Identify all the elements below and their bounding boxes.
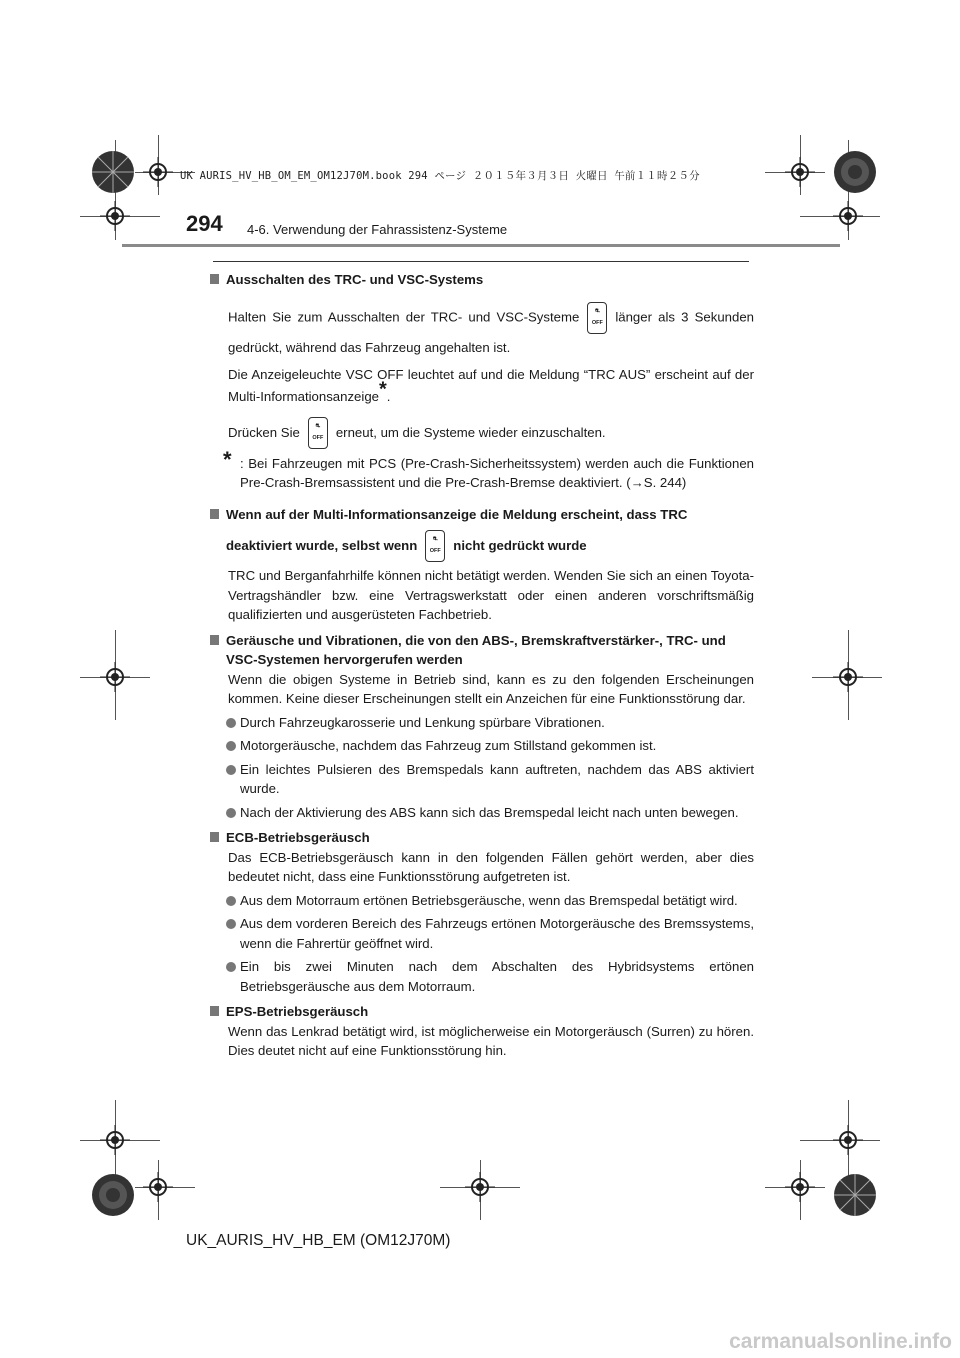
vsc-off-switch-icon: ⛐ OFF <box>425 530 445 562</box>
round-bullet-icon <box>226 896 236 906</box>
crosshair-icon <box>143 1172 173 1202</box>
registration-target-icon <box>88 147 138 197</box>
header-rule <box>122 244 840 247</box>
crosshair-icon <box>785 1172 815 1202</box>
paragraph: Wenn das Lenkrad betätigt wird, ist möglicherweise ein Motorgeräusch (Surren) zu hören. Dies deutet nicht auf eine Funktionsstörung hin. <box>228 1023 754 1059</box>
footer-model-code: UK_AURIS_HV_HB_EM (OM12J70M) <box>186 1232 451 1249</box>
round-bullet-icon <box>226 765 236 775</box>
list-item: Motorgeräusche, nachdem das Fahrzeug zum Stillstand gekommen ist. <box>210 736 754 756</box>
crosshair-icon <box>143 157 173 187</box>
square-bullet-icon <box>210 635 219 645</box>
registration-target-icon <box>830 147 880 197</box>
round-bullet-icon <box>226 741 236 751</box>
crosshair-icon <box>833 201 863 231</box>
crosshair-icon <box>465 1172 495 1202</box>
crosshair-icon <box>100 1125 130 1155</box>
list-item: Aus dem vorderen Bereich des Fahrzeugs ertönen Motorgeräusche des Bremssystems, wenn die Fahrertür geöffnet wird. <box>210 914 754 953</box>
page-content <box>210 266 754 1061</box>
content-rule <box>213 261 749 262</box>
section-heading: Geräusche und Vibrationen, die von den ABS-, Bremskraftverstärker-, TRC- und VSC-Systemen hervorgerufen werden <box>210 631 754 670</box>
watermark[interactable]: carmanualsonline.info <box>729 1330 952 1353</box>
paragraph: Wenn die obigen Systeme in Betrieb sind, kann es zu den folgenden Erscheinungen kommen. Keine dieser Erscheinungen stellt ein Anzeichen für eine Funktionsstörung dar. <box>228 671 754 707</box>
square-bullet-icon <box>210 274 219 284</box>
square-bullet-icon <box>210 509 219 519</box>
vsc-off-switch-icon: ⛐ OFF <box>308 417 328 449</box>
paragraph: Halten Sie zum Ausschalten der TRC- und VSC-Systeme ⛐ OFF länger als 3 Sekunden gedrückt, während das Fahrzeug angehalten ist. <box>210 302 754 361</box>
registration-target-icon <box>88 1170 138 1220</box>
square-bullet-icon <box>210 1006 219 1016</box>
paragraph: Drücken Sie ⛐ OFF erneut, um die Systeme wieder einzuschalten. <box>210 416 754 450</box>
footnote: * : Bei Fahrzeugen mit PCS (Pre-Crash-Sicherheitssystem) werden auch die Funktionen Pre-Crash-Bremsassistent und die Pre-Crash-Bremse deaktiviert. (→S. 244) <box>223 446 754 490</box>
crosshair-icon <box>785 157 815 187</box>
section-title: 4-6. Verwendung der Fahrassistenz-Systeme <box>247 222 508 237</box>
crosshair-icon <box>833 662 863 692</box>
square-bullet-icon <box>210 832 219 842</box>
round-bullet-icon <box>226 919 236 929</box>
crosshair-icon <box>833 1125 863 1155</box>
crosshair-icon <box>100 201 130 231</box>
round-bullet-icon <box>226 808 236 818</box>
crosshair-icon <box>100 662 130 692</box>
list-item: Durch Fahrzeugkarosserie und Lenkung spürbare Vibrationen. <box>210 713 754 733</box>
section-heading: Wenn auf der Multi-Informationsanzeige die Meldung erscheint, dass TRC deaktiviert wurde, selbst wenn ⛐ OFF nicht gedrückt wurde <box>210 499 754 563</box>
paragraph: Das ECB-Betriebsgeräusch kann in den folgenden Fällen gehört werden, aber dies bedeutet nicht, dass eine Funktionsstörung aufgetreten ist. <box>228 849 754 885</box>
list-item: Nach der Aktivierung des ABS kann sich das Bremspedal leicht nach unten bewegen. <box>210 803 754 823</box>
list-item: Ein leichtes Pulsieren des Bremspedals kann auftreten, nachdem das ABS aktiviert wurde. <box>210 760 754 799</box>
round-bullet-icon <box>226 962 236 972</box>
book-info-line: UK AURIS_HV_HB_OM_EM_OM12J70M.book 294 ページ ２０１５年３月３日 火曜日 午前１１時２５分 <box>180 170 700 182</box>
section-heading: EPS-Betriebsgeräusch <box>210 1002 754 1022</box>
paragraph: Die Anzeigeleuchte VSC OFF leuchtet auf und die Meldung “TRC AUS” erscheint auf der Multi-Informationsanzeige*. <box>228 366 754 404</box>
round-bullet-icon <box>226 718 236 728</box>
paragraph: TRC und Berganfahrhilfe können nicht betätigt werden. Wenden Sie sich an einen Toyota-Vertragshändler bzw. eine Vertragswerkstatt oder einen anderen vorschriftsmäßig qualifizierten und ausgerüsteten Fachbetrieb. <box>228 568 754 623</box>
vsc-off-switch-icon: ⛐ OFF <box>587 302 607 334</box>
section-heading: ECB-Betriebsgeräusch <box>210 828 754 848</box>
list-item: Aus dem Motorraum ertönen Betriebsgeräusche, wenn das Bremspedal betätigt wird. <box>210 891 754 911</box>
page-number: 294 <box>186 211 223 236</box>
list-item: Ein bis zwei Minuten nach dem Abschalten des Hybridsystems ertönen Betriebsgeräusche aus dem Motorraum. <box>210 957 754 996</box>
section-heading: Ausschalten des TRC- und VSC-Systems <box>210 270 754 290</box>
registration-target-icon <box>830 1170 880 1220</box>
